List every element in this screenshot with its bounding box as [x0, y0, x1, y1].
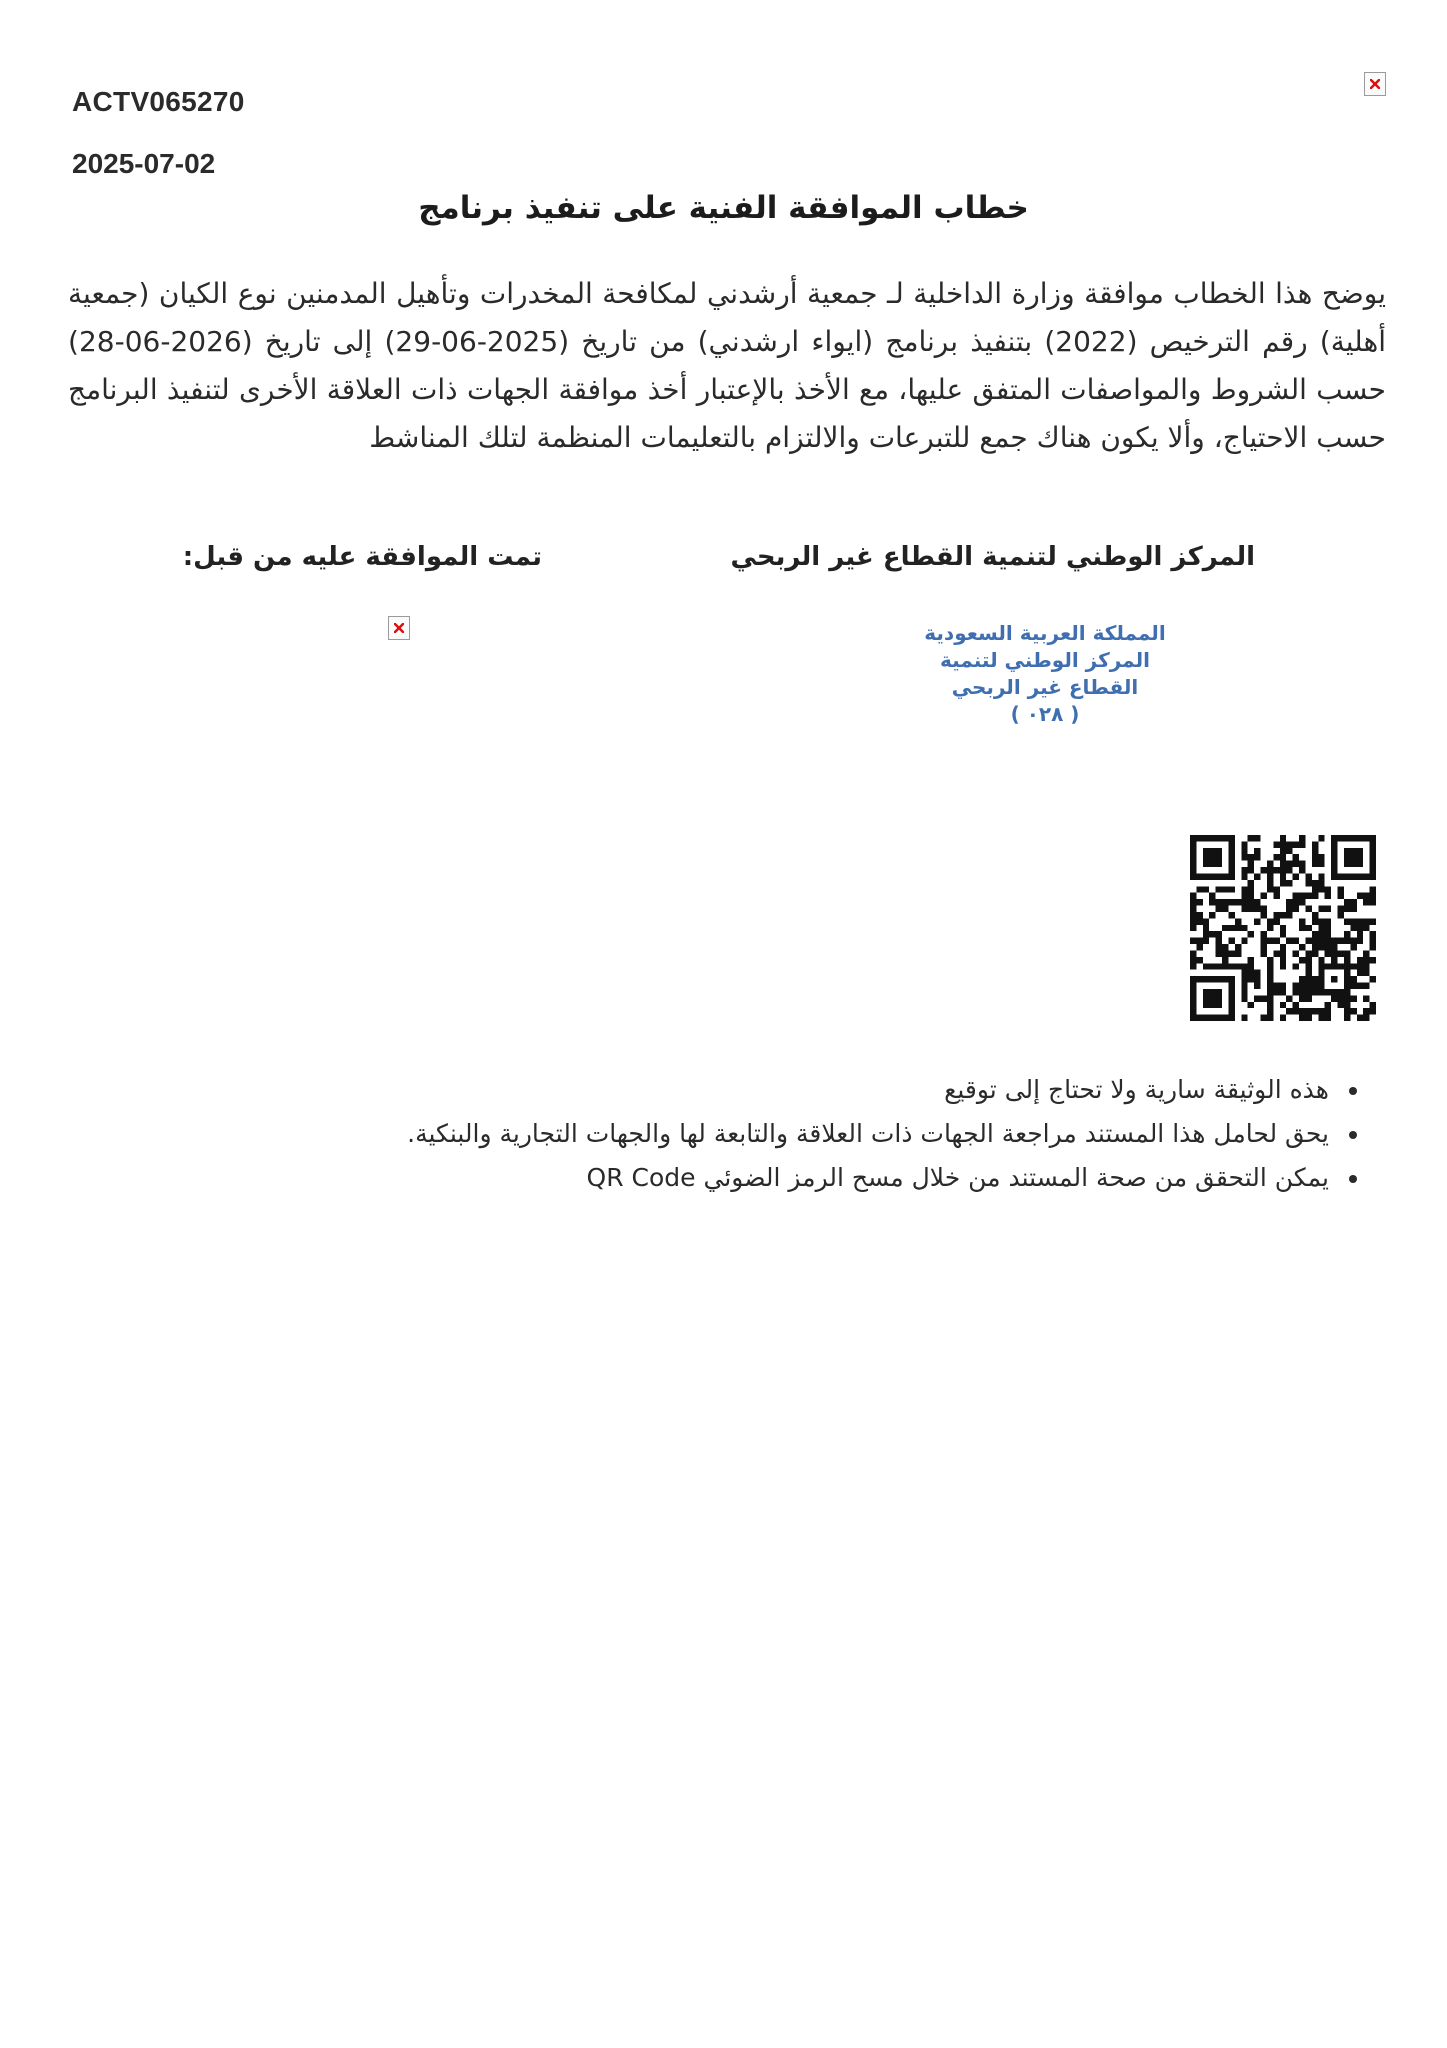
note-item: هذه الوثيقة سارية ولا تحتاج إلى توقيع	[407, 1068, 1329, 1112]
issuer-heading: المركز الوطني لتنمية القطاع غير الربحي	[730, 542, 1255, 572]
qr-code[interactable]	[1190, 835, 1376, 1021]
document-body: يوضح هذا الخطاب موافقة وزارة الداخلية لـ جمعية أرشدني لمكافحة المخدرات وتأهيل المدمنين نوع الكيان (جمعية أهلية) رقم الترخيص (2022) بتنفيذ برنامج (ايواء ارشدني) من تاريخ (2025-06-29) إلى تاريخ (2026-06-28) حسب الشروط والمواصفات المتفق عليها، مع الأخذ بالإعتبار أخذ موافقة الجهات ذات العلاقة الأخرى لتنفيذ البرنامج حسب الاحتياج، وألا يكون هناك جمع للتبرعات والالتزام بالتعليمات المنظمة لتلك المناشط	[68, 277, 1386, 454]
broken-image-icon	[388, 616, 410, 640]
official-stamp	[905, 620, 1185, 728]
stamp-line-2: المركز الوطني لتنمية	[940, 648, 1150, 672]
note-item: يحق لحامل هذا المستند مراجعة الجهات ذات العلاقة والتابعة لها والجهات التجارية والبنكية.	[407, 1112, 1329, 1156]
stamp-line-1: المملكة العربية السعودية	[924, 621, 1166, 645]
stamp-number: ( ٠٢٨ )	[1010, 702, 1080, 726]
approver-heading: تمت الموافقة عليه من قبل:	[182, 542, 542, 572]
note-item: يمكن التحقق من صحة المستند من خلال مسح الرمز الضوئي QR Code	[407, 1156, 1329, 1200]
document-title: خطاب الموافقة الفنية على تنفيذ برنامج	[418, 190, 1029, 226]
notes-list	[407, 1068, 1367, 1200]
reference-number: ACTV065270	[72, 86, 245, 117]
document-date: 2025-07-02	[72, 148, 216, 179]
stamp-line-3: القطاع غير الربحي	[951, 675, 1139, 699]
broken-image-icon	[1364, 72, 1386, 96]
